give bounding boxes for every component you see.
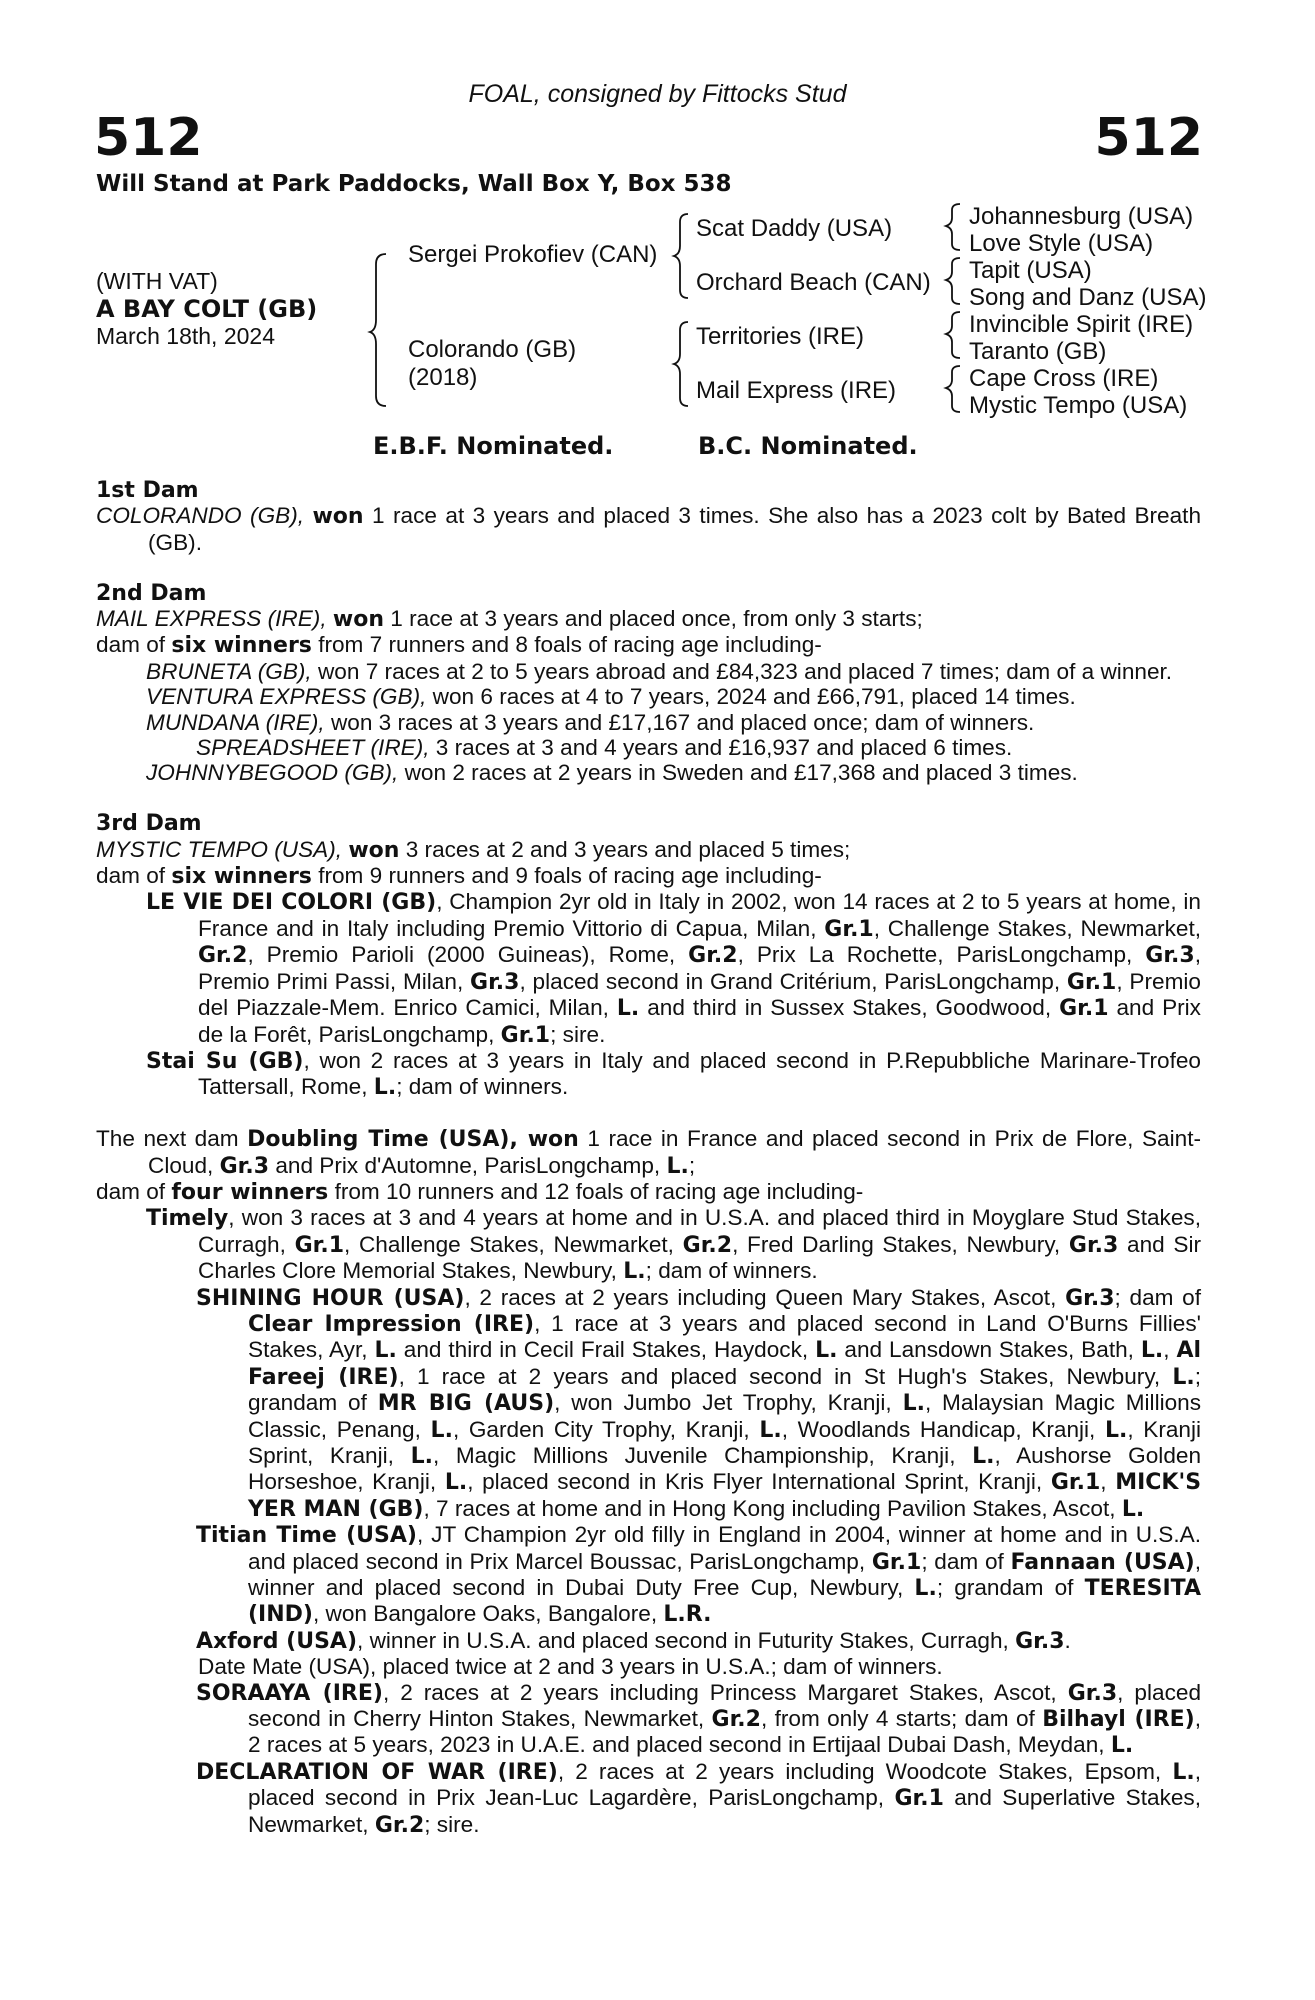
grade: Gr.3 (470, 969, 520, 995)
entry-text: , Woodlands Handicap, Kranji, (781, 1416, 1096, 1442)
entry-text: from 9 runners and 9 foals of racing age including- (318, 863, 822, 889)
runner-name: MR BIG (AUS) (377, 1391, 555, 1417)
runner-name: DECLARATION OF WAR (IRE) (196, 1759, 558, 1785)
next-dam-runner-shining-hour (96, 1285, 1201, 1523)
runner-name: Bilhayl (IRE) (1042, 1707, 1195, 1733)
grade: Gr.1 (894, 1786, 944, 1812)
listed-mark: L. (759, 1417, 782, 1443)
lot-number-right: 512 (1094, 108, 1203, 168)
dam-name: MAIL EXPRESS (IRE), (96, 606, 327, 632)
grade: Gr.2 (374, 1812, 425, 1838)
entry-text: , Kranji Sprint, Kranji, (248, 1416, 1202, 1468)
grade: Gr.3 (1068, 1232, 1119, 1258)
entry-text: 1 race at 3 years and placed once, from only 3 starts; (390, 606, 923, 632)
second-dam-entry (96, 606, 1201, 632)
entry-text: , 1 race at 2 years and placed second in St Hugh's Stakes, Newbury, (398, 1363, 1161, 1389)
entry-text: ; (688, 1152, 696, 1178)
next-dam-runner-titian-time (96, 1522, 1201, 1628)
runner-name: MUNDANA (IRE), (146, 709, 325, 735)
second-dam-produce (96, 632, 1201, 658)
listed-mark: L. (815, 1338, 838, 1364)
third-dam-runner-2 (96, 1048, 1201, 1101)
grade: Gr.2 (688, 943, 738, 969)
listed-mark: L. (444, 1470, 468, 1496)
runner-name: Al Fareej (IRE) (248, 1338, 1202, 1390)
vat-label: (WITH VAT) (96, 268, 218, 294)
runner-name: SORAAYA (IRE) (196, 1680, 383, 1706)
entry-text: , Premio Parioli (2000 Guineas), Rome, (247, 942, 676, 968)
second-dam-runner-1 (96, 659, 1201, 684)
entry-text: ; dam of (921, 1548, 1004, 1574)
horse-name: A BAY COLT (GB) (96, 295, 318, 323)
listed-mark: L. (616, 996, 640, 1022)
entry-text: , 2 races at 2 years including Princess Margaret Stakes, Ascot, (382, 1679, 1057, 1705)
runner-name: BRUNETA (GB), (146, 658, 312, 684)
third-dam-heading: 3rd Dam (96, 811, 202, 837)
grandparent-1: Johannesburg (USA) (969, 203, 1194, 230)
grade: Gr.3 (1145, 943, 1195, 969)
foaling-date: March 18th, 2024 (96, 323, 276, 349)
entry-text: , Fred Darling Stakes, Newbury, (732, 1231, 1061, 1257)
entry-text: 1 race at 3 years and placed 3 times. She also has a 2023 colt by Bated Breath (GB). (148, 503, 1202, 555)
entry-text: , Garden City Trophy, Kranji, (452, 1416, 750, 1442)
entry-text: ; dam of winners. (645, 1258, 818, 1284)
catalogue-body (96, 478, 1201, 1838)
winners-count: six winners (171, 864, 312, 890)
grandparent-8: Mystic Tempo (USA) (969, 392, 1188, 419)
dam-name: MYSTIC TEMPO (USA), (96, 836, 343, 862)
first-dam-entry (96, 503, 1201, 555)
first-dam-heading: 1st Dam (96, 478, 199, 503)
entry-text: ; dam of (1114, 1284, 1201, 1310)
entry-text: , 2 races at 2 years including Woodcote Stakes, Epsom, (557, 1758, 1162, 1784)
dam-sire: Territories (IRE) (696, 323, 865, 350)
runner-name: Fannaan (USA) (1010, 1549, 1195, 1575)
entry-text: , Prix La Rochette, ParisLongchamp, (737, 942, 1133, 968)
won-label: won (312, 504, 364, 530)
listed-mark: L. (374, 1338, 397, 1364)
entry-text: 3 races at 3 and 4 years and £16,937 and placed 6 times. (435, 735, 1013, 761)
won-label: won (348, 837, 400, 863)
entry-text: , JT Champion 2yr old filly in England in 2004, winner at home and in U.S.A. and placed second in Prix Marcel Boussac, ParisLongchamp, (248, 1522, 1202, 1574)
next-dam-runner-soraaya (96, 1680, 1201, 1759)
bc-nomination: B.C. Nominated. (698, 432, 918, 460)
grade: Gr.1 (1066, 969, 1117, 995)
entry-text: from 10 runners and 12 foals of racing age including- (334, 1178, 864, 1204)
entry-text: , 7 races at home and in Hong Kong including Pavilion Stakes, Ascot, (423, 1495, 1116, 1521)
second-dam-runner-5 (96, 760, 1201, 785)
next-dam-runner-date-mate (96, 1654, 1201, 1679)
grade: Gr.1 (824, 916, 874, 942)
entry-text: , from only 4 starts; dam of (760, 1706, 1035, 1732)
grade: Gr.1 (294, 1232, 345, 1258)
entry-text: . (1064, 1627, 1071, 1653)
entry-text: , Champion 2yr old in Italy in 2002, won 14 races at 2 to 5 years at home, in France and in Italy including Premio Vittorio di Capua, Milan, (198, 889, 1201, 941)
runner-name: Stai Su (GB) (146, 1048, 304, 1074)
entry-text: , Challenge Stakes, Newmarket, (344, 1231, 674, 1257)
dam: Colorando (GB) (408, 336, 577, 363)
listed-mark: L. (1104, 1417, 1128, 1443)
entry-text: 3 races at 2 and 3 years and placed 5 times; (405, 836, 851, 862)
runner-name: Titian Time (USA) (196, 1523, 417, 1549)
third-dam-produce (96, 863, 1201, 889)
grade: Gr.2 (682, 1232, 733, 1258)
runner-name: TERESITA (IND) (248, 1576, 1201, 1628)
dam-name: COLORANDO (GB), (96, 503, 305, 529)
entry-text: Date Mate (USA), placed twice at 2 and 3 years in U.S.A.; dam of winners. (198, 1654, 943, 1680)
entry-text: 1 race in France and placed second in Prix de Flore, Saint-Cloud, (148, 1126, 1201, 1178)
entry-text: and third in Sussex Stakes, Goodwood, (647, 995, 1052, 1021)
entry-text: ; dam of winners. (396, 1074, 569, 1100)
entry-text: , Aushorse Golden Horseshoe, Kranji, (248, 1442, 1202, 1495)
entry-text: and Lansdown Stakes, Bath, (844, 1337, 1134, 1363)
second-dam-heading: 2nd Dam (96, 580, 207, 606)
entry-text: , winner in U.S.A. and placed second in Futurity Stakes, Curragh, (357, 1627, 1009, 1653)
grandparent-2: Love Style (USA) (969, 230, 1154, 257)
grade: Gr.1 (871, 1549, 922, 1575)
entry-text: , placed second in Kris Flyer International Sprint, Kranji, (467, 1469, 1043, 1495)
listed-mark: L. (666, 1153, 689, 1179)
entry-text: and Sir Charles Clore Memorial Stakes, Newbury, (198, 1231, 1202, 1284)
entry-text: won 6 races at 4 to 7 years, 2024 and £66,791, placed 14 times. (432, 684, 1076, 710)
entry-text: , 2 races at 2 years including Queen Mary Stakes, Ascot, (464, 1284, 1057, 1310)
next-dam-runner-timely (96, 1205, 1201, 1284)
winners-count: six winners (171, 633, 312, 659)
listed-mark: L. (1172, 1759, 1195, 1785)
grade: Gr.1 (1059, 996, 1109, 1022)
entry-text: , placed second in Cherry Hinton Stakes, Newmarket, (248, 1679, 1202, 1732)
dam-name: Doubling Time (USA), won (247, 1127, 579, 1153)
grade: Gr.1 (1050, 1470, 1101, 1496)
entry-text: , placed second in Prix Jean-Luc Lagardère, ParisLongchamp, (248, 1758, 1202, 1811)
entry-text: dam of (96, 632, 166, 658)
runner-name: MICK'S YER MAN (GB) (248, 1470, 1202, 1522)
entry-text: and Prix de la Forêt, ParisLongchamp, (198, 995, 1201, 1047)
grandparent-3: Tapit (USA) (969, 257, 1092, 284)
listed-mark: L.R. (663, 1602, 712, 1628)
next-dam-entry (96, 1126, 1201, 1179)
entry-text: , (1163, 1337, 1170, 1363)
entry-text: from 7 runners and 8 foals of racing age including- (318, 632, 822, 658)
entry-text: , won Jumbo Jet Trophy, Kranji, (554, 1390, 892, 1416)
entry-text: , Magic Millions Juvenile Championship, Kranji, (432, 1442, 956, 1468)
listed-mark: L. (430, 1417, 453, 1443)
third-dam-runner-1 (96, 889, 1201, 1047)
runner-name: Axford (USA) (196, 1628, 358, 1654)
entry-text: , won 3 races at 3 and 4 years at home and in U.S.A. and placed third in Moyglare Stud Stakes, Curragh, (198, 1205, 1201, 1257)
runner-name: SHINING HOUR (USA) (196, 1285, 465, 1311)
entry-text: won 7 races at 2 to 5 years abroad and £84,323 and placed 7 times; dam of a winner. (317, 658, 1173, 684)
second-dam-runner-3 (96, 710, 1201, 735)
second-dam-runner-4 (96, 735, 1201, 760)
entry-text: , Premio del Piazzale-Mem. Enrico Camici, Milan, (198, 968, 1202, 1021)
listed-mark: L. (373, 1075, 397, 1101)
grade: Gr.1 (500, 1022, 551, 1048)
grade: Gr.3 (1065, 1285, 1115, 1311)
runner-name: VENTURA EXPRESS (GB), (146, 684, 427, 710)
second-dam-runner-2 (96, 684, 1201, 709)
entry-text: and third in Cecil Frail Stakes, Haydock, (403, 1337, 809, 1363)
listed-mark: L. (1110, 1733, 1134, 1759)
entry-text: , Malaysian Magic Millions Classic, Penang, (248, 1390, 1202, 1442)
entry-text: , placed second in Grand Critérium, ParisLongchamp, (519, 968, 1061, 994)
ebf-nomination: E.B.F. Nominated. (373, 432, 614, 460)
entry-text: and Prix d'Automne, ParisLongchamp, (275, 1152, 661, 1178)
grade: Gr.2 (711, 1707, 761, 1733)
grade: Gr.2 (198, 943, 248, 969)
entry-text: , 2 races at 5 years, 2023 in U.A.E. and placed second in Ertijaal Dubai Dash, Meydan, (248, 1706, 1202, 1758)
listed-mark: L. (902, 1391, 925, 1417)
entry-text: won 3 races at 3 years and £17,167 and placed once; dam of winners. (330, 709, 1035, 735)
grandparent-7: Cape Cross (IRE) (969, 365, 1159, 392)
entry-text: ; grandam of (248, 1363, 1201, 1416)
sire: Sergei Prokofiev (CAN) (408, 241, 658, 268)
runner-name: LE VIE DEI COLORI (GB) (146, 890, 437, 916)
next-dam-produce (96, 1179, 1201, 1205)
entry-text: , 1 race at 3 years and placed second in Land O'Burns Fillies' Stakes, Ayr, (248, 1310, 1201, 1363)
entry-text: , won Bangalore Oaks, Bangalore, (312, 1601, 658, 1627)
sire-dam: Orchard Beach (CAN) (696, 269, 931, 296)
sire-sire: Scat Daddy (USA) (696, 215, 893, 242)
listed-mark: L. (1172, 1364, 1195, 1390)
grade: Gr.3 (1015, 1628, 1065, 1654)
lot-number-left: 512 (94, 108, 203, 168)
entry-text: The next dam (96, 1126, 239, 1152)
listed-mark: L. (410, 1443, 433, 1469)
grandparent-6: Taranto (GB) (969, 338, 1107, 365)
entry-text: ; sire. (550, 1021, 606, 1047)
winners-count: four winners (171, 1179, 329, 1205)
entry-text: ; sire. (424, 1811, 480, 1837)
stand-info: Will Stand at Park Paddocks, Wall Box Y, Box 538 (96, 171, 732, 197)
runner-name: Clear Impression (IRE) (248, 1311, 535, 1337)
won-label: won (332, 607, 384, 633)
dam-year: (2018) (408, 364, 478, 391)
entry-text: , winner and placed second in Dubai Duty Free Cup, Newbury, (248, 1548, 1202, 1601)
runner-name: Timely (146, 1206, 229, 1232)
listed-mark: L. (972, 1443, 995, 1469)
third-dam-entry (96, 837, 1201, 863)
grade: Gr.3 (1067, 1680, 1118, 1706)
grandparent-4: Song and Danz (USA) (969, 284, 1207, 311)
entry-text: dam of (96, 1178, 166, 1204)
consignment-line: FOAL, consigned by Fittocks Stud (468, 80, 847, 108)
entry-text: ; grandam of (936, 1575, 1074, 1601)
entry-text: , Challenge Stakes, Newmarket, (873, 915, 1202, 941)
dam-dam: Mail Express (IRE) (696, 377, 897, 404)
next-dam-runner-declaration-of-war (96, 1759, 1201, 1838)
entry-text: , won 2 races at 3 years in Italy and placed second in P.Repubbliche Marinare-Trofeo Tattersall, Rome, (198, 1047, 1201, 1100)
listed-mark: L. (623, 1259, 646, 1285)
grade: Gr.3 (219, 1153, 270, 1179)
entry-text: and Superlative Stakes, Newmarket, (248, 1785, 1202, 1837)
entry-text: won 2 races at 2 years in Sweden and £17,368 and placed 3 times. (404, 760, 1078, 786)
entry-text: , Premio Primi Passi, Milan, (198, 942, 1201, 994)
listed-mark: L. (914, 1576, 937, 1602)
next-dam-runner-axford (96, 1628, 1201, 1654)
runner-name: SPREADSHEET (IRE), (196, 735, 430, 761)
entry-text: , (1100, 1469, 1107, 1495)
grandparent-5: Invincible Spirit (IRE) (969, 311, 1194, 338)
listed-mark: L. (1121, 1496, 1145, 1522)
runner-name: JOHNNYBEGOOD (GB), (146, 760, 399, 786)
listed-mark: L. (1140, 1338, 1164, 1364)
entry-text: dam of (96, 863, 166, 889)
